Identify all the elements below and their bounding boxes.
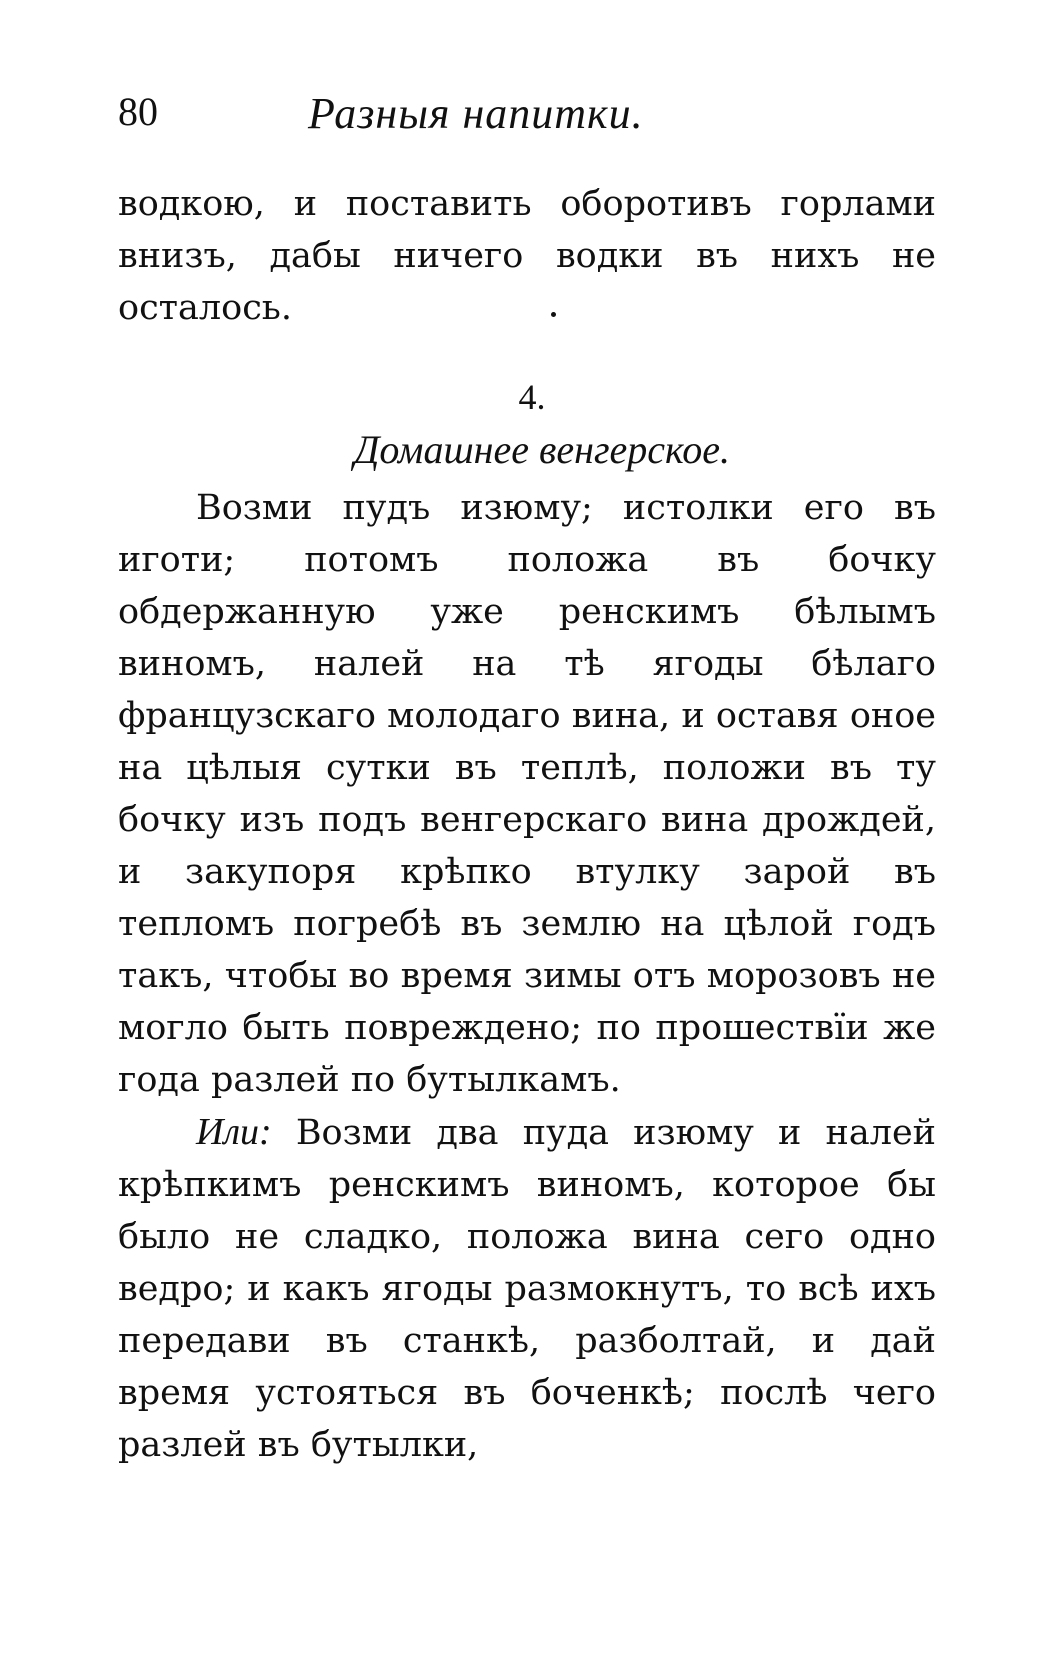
alternative-lead: Или: xyxy=(196,1111,272,1153)
section-title: Домашнее венгерское. xyxy=(353,427,730,472)
alternative-text: Возми два пуда изюму и налей крѣпкимъ ренскимъ виномъ, которое бы было не сладко, положа вина сего одно ведро; и какъ ягоды размокнутъ, то всѣ ихъ передави въ станкѣ, разболтай, и дай время устояться въ боченкѣ; послѣ чего разлей въ бутылки, xyxy=(118,1113,936,1465)
page-number: 80 xyxy=(118,89,158,134)
running-title: Разныя напитки. xyxy=(308,89,644,138)
recipe-paragraph-2 xyxy=(118,1106,936,1471)
continuation-text: водкою, и поставить оборотивъ горлами внизъ, дабы ничего водки въ нихъ не осталось. xyxy=(118,184,936,328)
recipe-paragraph-1: Возми пудъ изюму; истолки его въ иготи; потомъ положа въ бочку обдержанную уже ренскимъ бѣлымъ виномъ, налей на тѣ ягоды бѣлаго французскаго молодаго вина, и оставя оное на цѣлыя сутки въ теплѣ, положи въ ту бочку изъ подъ венгерскаго вина дрождей, и закупоря крѣпко втулку зарой въ тепломъ погребѣ въ землю на цѣлой годъ такъ, чтобы во время зимы отъ морозовъ не могло быть повреждено; по прошествїи же года разлей по бутылкамъ. xyxy=(118,488,936,1100)
print-speck xyxy=(551,312,556,317)
continuation-paragraph xyxy=(118,178,936,334)
section-number: 4. xyxy=(518,377,546,417)
page-header xyxy=(118,88,938,148)
recipe-body xyxy=(118,482,936,1471)
